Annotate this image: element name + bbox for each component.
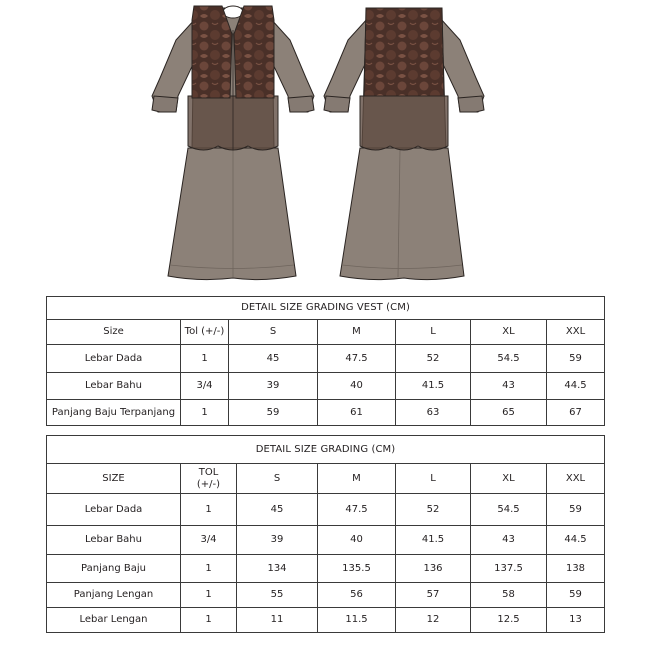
cell-tol: 3/4 — [181, 526, 237, 555]
table-row — [47, 555, 605, 583]
vest-header-xxl: XXL — [547, 320, 605, 345]
cell-tol: 1 — [181, 608, 237, 633]
vest-header-row — [47, 320, 605, 345]
full-header-s: S — [237, 464, 318, 494]
cell-l: 136 — [396, 555, 471, 583]
cell-m: 47.5 — [318, 494, 396, 526]
cell-xxl: 44.5 — [547, 373, 605, 400]
cell-xl: 43 — [471, 526, 547, 555]
back-vest — [364, 8, 444, 96]
cell-xxl: 67 — [547, 400, 605, 426]
back-right-cuff — [458, 96, 484, 112]
cell-xl: 12.5 — [471, 608, 547, 633]
full-table-title: DETAIL SIZE GRADING (CM) — [47, 436, 605, 464]
full-header-tol: TOL (+/-) — [181, 464, 237, 494]
cell-m: 40 — [318, 373, 396, 400]
cell-xxl: 59 — [547, 345, 605, 373]
garment-illustration — [0, 0, 651, 290]
cell-tol: 1 — [181, 555, 237, 583]
cell-s: 39 — [229, 373, 318, 400]
cell-xxl: 59 — [547, 494, 605, 526]
cell-xl: 58 — [471, 583, 547, 608]
cell-l: 41.5 — [396, 526, 471, 555]
table-row — [47, 494, 605, 526]
table-row — [47, 526, 605, 555]
cell-s: 55 — [237, 583, 318, 608]
cell-s: 45 — [237, 494, 318, 526]
cell-l: 52 — [396, 345, 471, 373]
front-view — [152, 6, 314, 280]
cell-m: 56 — [318, 583, 396, 608]
vest-header-xl: XL — [471, 320, 547, 345]
cell-l: 52 — [396, 494, 471, 526]
front-left-cuff — [152, 96, 178, 112]
full-header-l: L — [396, 464, 471, 494]
vest-table-title: DETAIL SIZE GRADING VEST (CM) — [47, 297, 605, 320]
row-label: Lebar Bahu — [47, 526, 181, 555]
cell-tol: 1 — [181, 400, 229, 426]
cell-xl: 43 — [471, 373, 547, 400]
table-row — [47, 345, 605, 373]
cell-xxl: 138 — [547, 555, 605, 583]
cell-tol: 1 — [181, 494, 237, 526]
cell-m: 40 — [318, 526, 396, 555]
front-vest-left — [192, 6, 232, 98]
full-header-xl: XL — [471, 464, 547, 494]
cell-s: 45 — [229, 345, 318, 373]
cell-s: 134 — [237, 555, 318, 583]
cell-l: 57 — [396, 583, 471, 608]
table-row — [47, 400, 605, 426]
cell-l: 63 — [396, 400, 471, 426]
full-header-row — [47, 464, 605, 494]
table-row — [47, 608, 605, 633]
cell-s: 59 — [229, 400, 318, 426]
cell-xl: 54.5 — [471, 345, 547, 373]
cell-m: 135.5 — [318, 555, 396, 583]
cell-s: 11 — [237, 608, 318, 633]
cell-l: 12 — [396, 608, 471, 633]
cell-s: 39 — [237, 526, 318, 555]
front-skirt — [168, 148, 296, 280]
cell-m: 61 — [318, 400, 396, 426]
full-header-xxl: XXL — [547, 464, 605, 494]
vest-header-tol: Tol (+/-) — [181, 320, 229, 345]
row-label: Panjang Baju Terpanjang — [47, 400, 181, 426]
front-right-cuff — [288, 96, 314, 112]
vest-header-size: Size — [47, 320, 181, 345]
cell-xxl: 13 — [547, 608, 605, 633]
back-left-cuff — [324, 96, 350, 112]
full-grading-table — [46, 435, 605, 633]
cell-xl: 137.5 — [471, 555, 547, 583]
row-label: Lebar Bahu — [47, 373, 181, 400]
cell-xxl: 59 — [547, 583, 605, 608]
vest-header-m: M — [318, 320, 396, 345]
full-header-size: SIZE — [47, 464, 181, 494]
row-label: Lebar Dada — [47, 345, 181, 373]
cell-xl: 54.5 — [471, 494, 547, 526]
vest-header-l: L — [396, 320, 471, 345]
full-header-m: M — [318, 464, 396, 494]
cell-m: 47.5 — [318, 345, 396, 373]
row-label: Panjang Baju — [47, 555, 181, 583]
vest-grading-table — [46, 296, 605, 426]
row-label: Lebar Lengan — [47, 608, 181, 633]
cell-xxl: 44.5 — [547, 526, 605, 555]
back-skirt — [340, 148, 464, 280]
cell-l: 41.5 — [396, 373, 471, 400]
row-label: Lebar Dada — [47, 494, 181, 526]
front-vest-right — [234, 6, 274, 98]
table-row — [47, 373, 605, 400]
cell-m: 11.5 — [318, 608, 396, 633]
cell-tol: 1 — [181, 345, 229, 373]
vest-header-s: S — [229, 320, 318, 345]
cell-xl: 65 — [471, 400, 547, 426]
back-view — [324, 8, 484, 280]
row-label: Panjang Lengan — [47, 583, 181, 608]
table-row — [47, 583, 605, 608]
cell-tol: 3/4 — [181, 373, 229, 400]
back-overlay — [360, 96, 448, 150]
cell-tol: 1 — [181, 583, 237, 608]
